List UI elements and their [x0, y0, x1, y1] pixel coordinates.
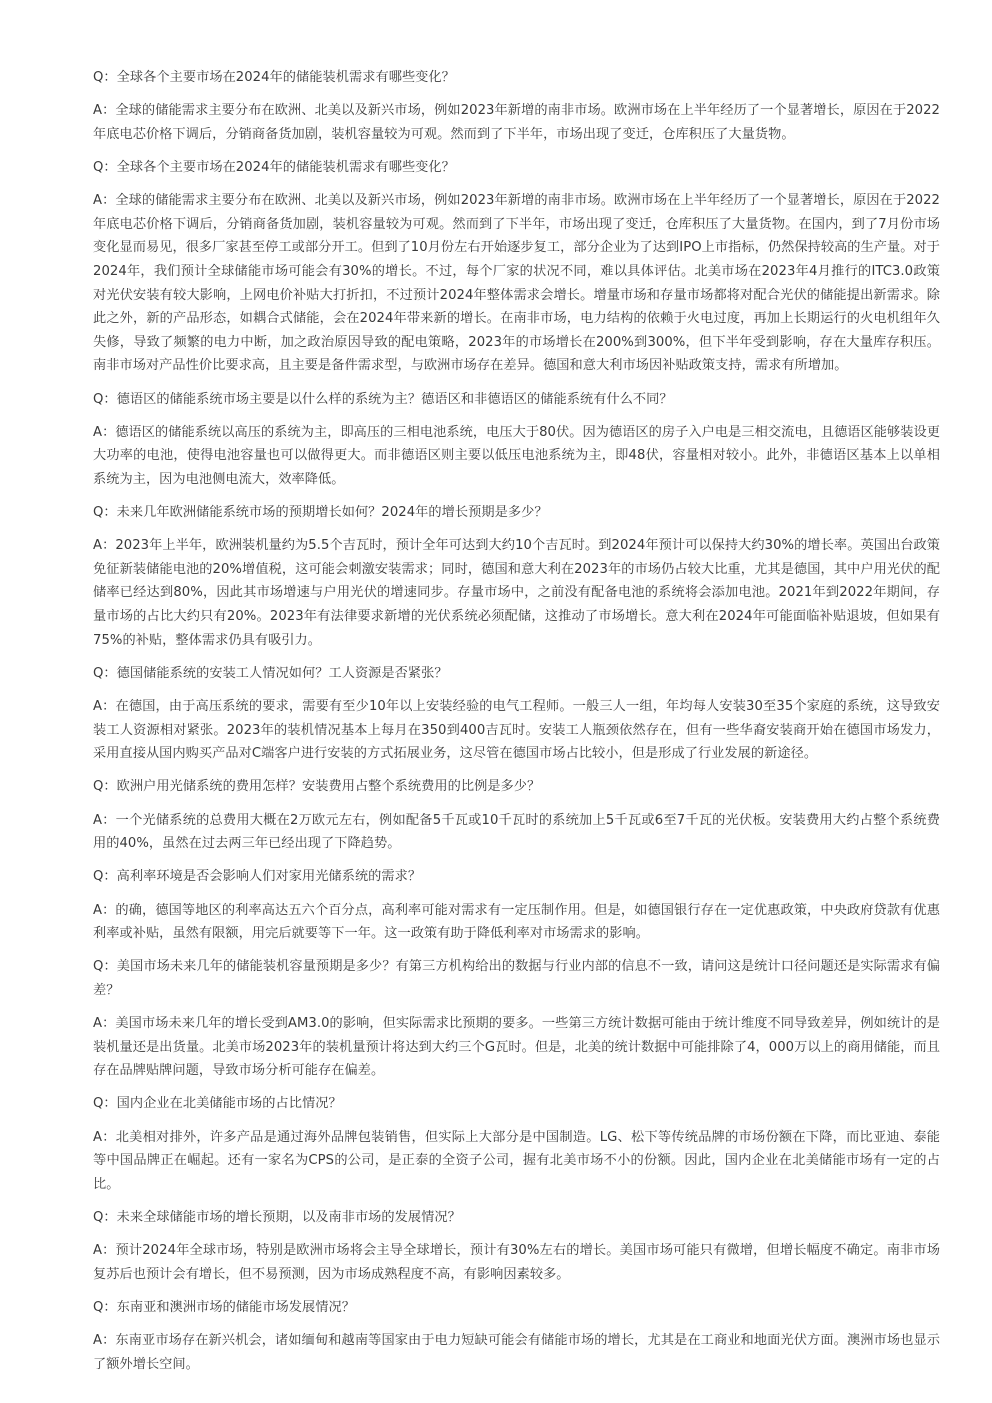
answer-9: A：北美相对排外，许多产品是通过海外品牌包装销售，但实际上大部分是中国制造。LG、松下等传统品牌的市场份额在下降，而比亚迪、泰能等中国品牌正在崛起。还有一家名为CPS的公司，是正泰的全资子公司，握有北美市场不小的份额。因此，国内企业在北美储能市场有一定的占比。 — [93, 1129, 940, 1192]
answer-4: A：2023年上半年，欧洲装机量约为5.5个吉瓦时，预计全年可达到大约10个吉瓦时。到2024年预计可以保持大约30%的增长率。英国出台政策免征新装储能电池的20%增值税，这可能会刺激安装需求；同时，德国和意大利在2023年的市场仍占较大比重，尤其是德国，其中户用光伏的配储率已经达到80%，因此其市场增速与户用光伏的增速同步。存量市场中，之前没有配备电池的系统将会添加电池。2021年到2022年期间，存量市场的占比大约只有20%。2023年有法律要求新增的光伏系统必须配储，这推动了市场增长。意大利在2024年可能面临补贴退坡，但如果有75%的补贴，整体需求仍具有吸引力。 — [93, 538, 940, 648]
question-9: Q：国内企业在北美储能市场的占比情况？ — [93, 1096, 342, 1112]
answer-5: A：在德国，由于高压系统的要求，需要有至少10年以上安装经验的电气工程师。一般三人一组，年均每人安装30至35个家庭的系统，这导致安装工人资源相对紧张。2023年的装机情况基本上每月在350到400吉瓦时。安装工人瓶颈依然存在，但有一些华裔安装商开始在德国市场发力，采用直接从国内购买产品对C端客户进行安装的方式拓展业务，这尽管在德国市场占比较小，但是形成了行业发展的新途径。 — [93, 699, 940, 762]
answer-7: A：的确，德国等地区的利率高达五六个百分点，高利率可能对需求有一定压制作用。但是，如德国银行存在一定优惠政策，中央政府贷款有优惠利率或补贴，虽然有限额，用完后就要等下一年。这一政策有助于降低利率对市场需求的影响。 — [93, 902, 940, 942]
question-10: Q：未来全球储能市场的增长预期，以及南非市场的发展情况？ — [93, 1210, 461, 1226]
answer-6: A：一个光储系统的总费用大概在2万欧元左右，例如配备5千瓦或10千瓦时的系统加上5千瓦或6至7千瓦的光伏板。安装费用大约占整个系统费用的40%，虽然在过去两三年已经出现了下降趋势。 — [93, 812, 940, 852]
question-7: Q：高利率环境是否会影响人们对家用光储系统的需求？ — [93, 869, 422, 885]
question-4: Q：未来几年欧洲储能系统市场的预期增长如何？2024年的增长预期是多少？ — [93, 505, 548, 521]
question-1: Q：全球各个主要市场在2024年的储能装机需求有哪些变化？ — [93, 70, 455, 85]
question-5: Q：德国储能系统的安装工人情况如何？工人资源是否紧张？ — [93, 665, 448, 681]
question-8: Q：美国市场未来几年的储能装机容量预期是多少？有第三方机构给出的数据与行业内部的信息不一致，请问这是统计口径问题还是实际需求有偏差？ — [93, 959, 940, 998]
answer-2: A：全球的储能需求主要分布在欧洲、北美以及新兴市场，例如2023年新增的南非市场。欧洲市场在上半年经历了一个显著增长，原因在于2022年底电芯价格下调后，分销商备货加剧，装机容量较为可观。然而到了下半年，市场出现了变迁，仓库积压了大量货物。在国内，到了7月份市场变化显而易见，很多厂家甚至停工或部分开工。但到了10月份左右开始逐步复工，部分企业为了达到IPO上市指标，仍然保持较高的生产量。对于2024年，我们预计全球储能市场可能会有30%的增长。不过，每个厂家的状况不同，难以具体评估。北美市场在2023年4月推行的ITC3.0政策对光伏安装有较大影响，上网电价补贴大打折扣，不过预计2024年整体需求会增长。增量市场和存量市场都将对配合光伏的储能提出新需求。除此之外，新的产品形态，如耦合式储能，会在2024年带来新的增长。在南非市场，电力结构的依赖于火电过度，再加上长期运行的火电机组年久失修，导致了频繁的电力中断，加之政治原因导致的配电策略，2023年的市场增长在200%到300%，但下半年受到影响，存在大量库存积压。南非市场对产品性价比要求高，且主要是备件需求型，与欧洲市场存在差异。德国和意大利市场因补贴政策支持，需求有所增加。 — [93, 193, 940, 374]
question-6: Q：欧洲户用光储系统的费用怎样？安装费用占整个系统费用的比例是多少？ — [93, 779, 541, 795]
question-3: Q：德语区的储能系统市场主要是以什么样的系统为主？德语区和非德语区的储能系统有什么不同？ — [93, 391, 673, 407]
answer-1: A：全球的储能需求主要分布在欧洲、北美以及新兴市场，例如2023年新增的南非市场。欧洲市场在上半年经历了一个显著增长，原因在于2022年底电芯价格下调后，分销商备货加剧，装机容量较为可观。然而到了下半年，市场出现了变迁，仓库积压了大量货物。 — [93, 103, 940, 142]
answer-11: A：东南亚市场存在新兴机会，诸如缅甸和越南等国家由于电力短缺可能会有储能市场的增长，尤其是在工商业和地面光伏方面。澳洲市场也显示了额外增长空间。 — [93, 1333, 940, 1372]
answer-10: A：预计2024年全球市场，特别是欧洲市场将会主导全球增长，预计有30%左右的增长。美国市场可能只有微增，但增长幅度不确定。南非市场复苏后也预计会有增长，但不易预测，因为市场成熟程度不高，有影响因素较多。 — [93, 1243, 940, 1282]
answer-3: A：德语区的储能系统以高压的系统为主，即高压的三相电池系统，电压大于80伏。因为德语区的房子入户电是三相交流电，且德语区能够装设更大功率的电池，使得电池容量也可以做得更大。而非德语区则主要以低压电池系统为主，即48伏，容量相对较小。此外，非德语区基本上以单相系统为主，因为电池侧电流大，效率降低。 — [93, 424, 940, 487]
question-2: Q：全球各个主要市场在2024年的储能装机需求有哪些变化？ — [93, 159, 455, 175]
answer-8: A：美国市场未来几年的增长受到AM3.0的影响，但实际需求比预期的要多。一些第三方统计数据可能由于统计维度不同导致差异，例如统计的是装机量还是出货量。北美市场2023年的装机量预计将达到大约三个G瓦时。但是，北美的统计数据中可能排除了4，000万以上的商用储能，而且存在品牌贴牌问题，导致市场分析可能存在偏差。 — [93, 1016, 940, 1079]
question-11: Q：东南亚和澳洲市场的储能市场发展情况？ — [93, 1300, 355, 1315]
